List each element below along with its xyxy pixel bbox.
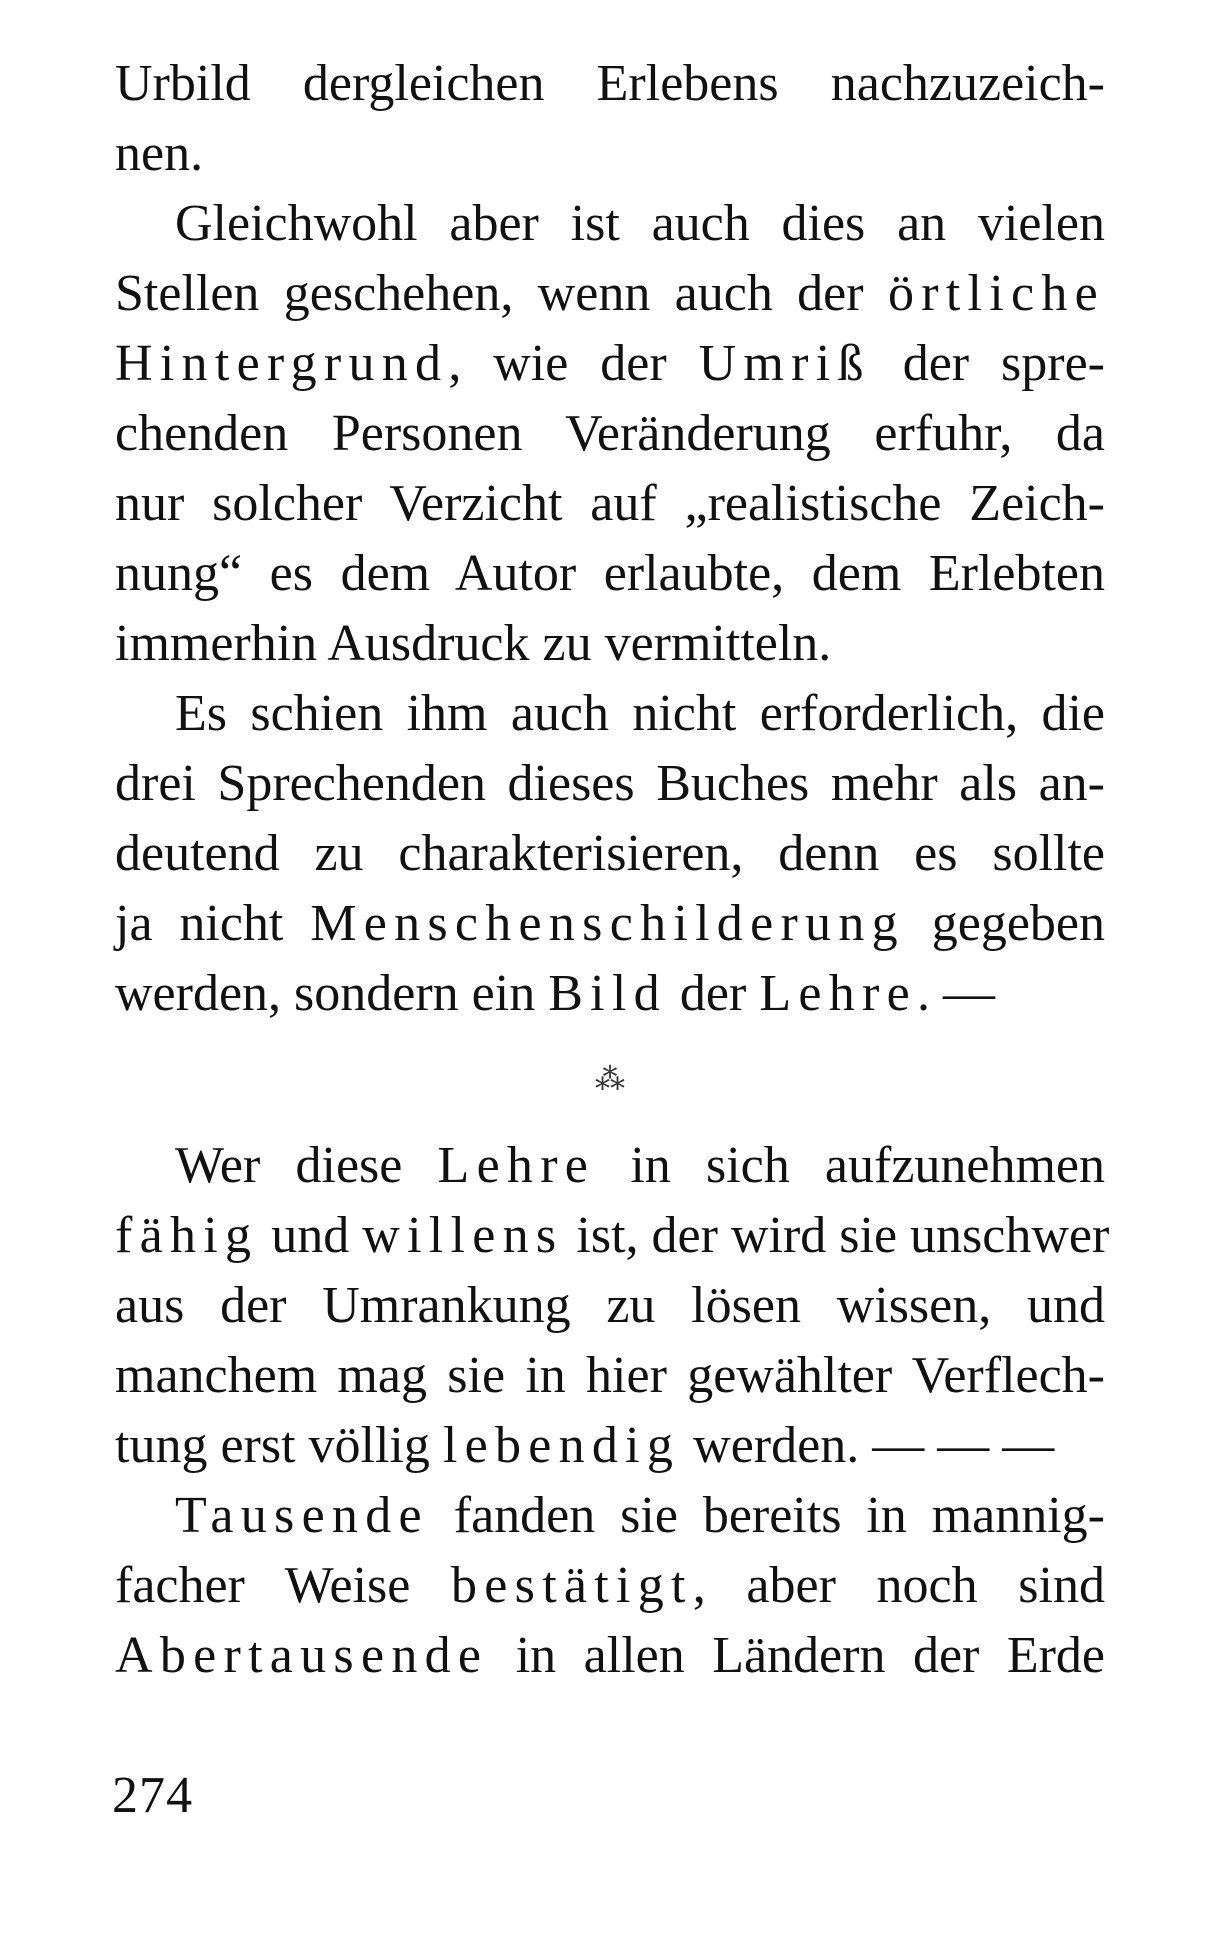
text-line-20: Tausende fanden sie bereits in mannig-: [175, 1487, 1105, 1544]
text-line-14: werden, sondern ein Bild der Lehre. —: [115, 965, 995, 1022]
text-line-12: deutend zu charakterisieren, denn es sollte: [115, 825, 1105, 882]
spaced-word: Lehre: [759, 965, 917, 1022]
text-line-17: aus der Umrankung zu lösen wissen, und: [115, 1277, 1105, 1334]
spaced-word: bestätigt: [451, 1557, 693, 1614]
text-line-1: Urbild dergleichen Erlebens nachzuzeich-: [115, 55, 1105, 112]
text-line-5: Hintergrund, wie der Umriß der spre-: [115, 335, 1105, 392]
spaced-word: Bild: [548, 965, 667, 1022]
spaced-word: Menschenschilderung: [310, 895, 905, 952]
text-line-7: nur solcher Verzicht auf „realistische Zeich-: [115, 475, 1105, 532]
spaced-word: Tausende: [175, 1487, 429, 1544]
text-line-22: Abertausende in allen Ländern der Erde: [115, 1627, 1105, 1684]
text-line-9: immerhin Ausdruck zu vermitteln.: [115, 615, 832, 672]
text-line-16: fähig und willens ist, der wird sie unschwer: [115, 1207, 1110, 1264]
text-line-3: Gleichwohl aber ist auch dies an vielen: [175, 195, 1105, 252]
spaced-word: lebendig: [442, 1417, 681, 1474]
spaced-word: fähig: [115, 1207, 259, 1264]
section-divider-asterism: ⁂: [595, 1063, 625, 1096]
text-line-19: tung erst völlig lebendig werden. — — —: [115, 1417, 1055, 1474]
spaced-word: willens: [362, 1207, 564, 1264]
spaced-word: Umriß: [698, 335, 871, 392]
spaced-word: Lehre: [437, 1137, 596, 1194]
text-line-10: Es schien ihm auch nicht erforderlich, die: [175, 685, 1105, 742]
text-line-8: nung“ es dem Autor erlaubte, dem Erlebten: [115, 545, 1105, 602]
text-line-2: nen.: [115, 125, 204, 182]
text-line-15: Wer diese Lehre in sich aufzunehmen: [175, 1137, 1106, 1194]
text-line-11: drei Sprechenden dieses Buches mehr als an-: [115, 755, 1105, 812]
spaced-word: Hintergrund: [115, 335, 449, 392]
text-line-4: Stellen geschehen, wenn auch der örtliche: [115, 265, 1105, 322]
page-number: 274: [112, 1767, 194, 1824]
spaced-word: örtliche: [887, 265, 1105, 322]
spaced-word: Abertausende: [115, 1627, 489, 1684]
text-line-13: ja nicht Menschenschilderung gegeben: [115, 895, 1105, 952]
text-line-18: manchem mag sie in hier gewählter Verflech-: [115, 1347, 1105, 1404]
text-line-21: facher Weise bestätigt, aber noch sind: [115, 1557, 1105, 1614]
text-line-6: chenden Personen Veränderung erfuhr, da: [115, 405, 1105, 462]
